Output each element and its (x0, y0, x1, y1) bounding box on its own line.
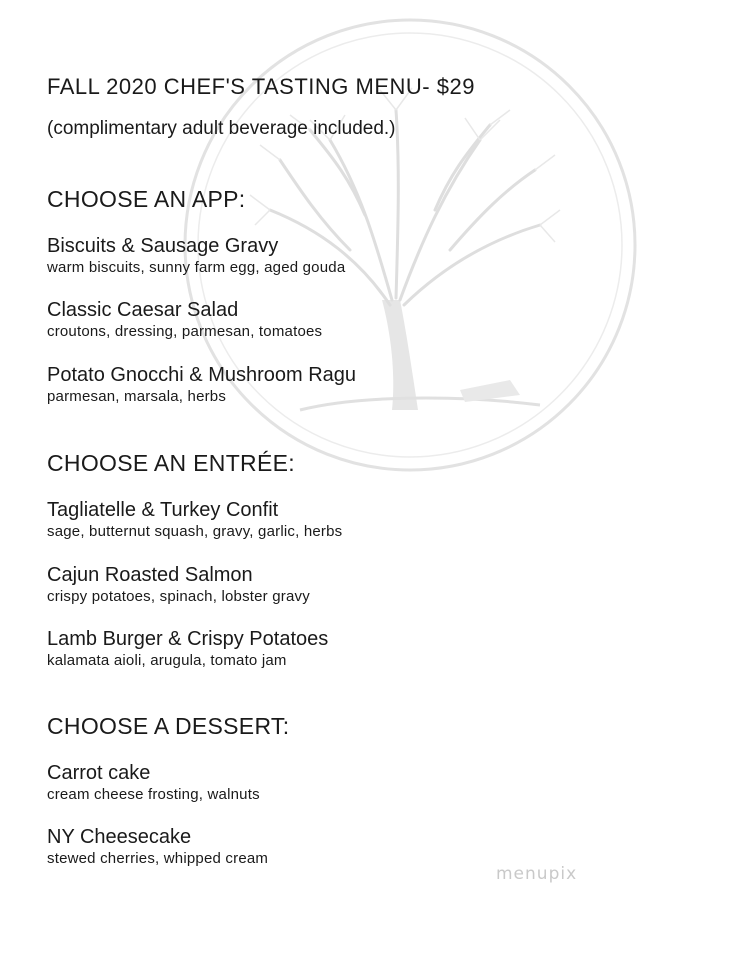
menu-item-description: croutons, dressing, parmesan, tomatoes (47, 323, 323, 340)
menu-item (47, 563, 310, 607)
menu-subtitle: (complimentary adult beverage included.) (47, 118, 396, 139)
menu-item-description: kalamata aioli, arugula, tomato jam (47, 652, 287, 669)
section-heading-app: CHOOSE AN APP: (47, 186, 246, 212)
menu-item-name: Carrot cake (47, 762, 151, 784)
menupix-watermark: menupix (496, 864, 578, 884)
section-heading-dessert: CHOOSE A DESSERT: (47, 713, 290, 739)
menu-item (47, 761, 260, 805)
menu-item (47, 825, 268, 869)
menu-item-description: crispy potatoes, spinach, lobster gravy (47, 588, 310, 605)
menu-item-name: Cajun Roasted Salmon (47, 564, 253, 586)
menu-item (47, 627, 328, 671)
menu-title: FALL 2020 CHEF'S TASTING MENU- $29 (47, 74, 475, 99)
menu-item (47, 234, 345, 278)
menu-item (47, 363, 356, 407)
menu-item (47, 298, 322, 342)
menu-item-name: Lamb Burger & Crispy Potatoes (47, 628, 329, 650)
section-heading-entree: CHOOSE AN ENTRÉE: (47, 450, 295, 476)
menu-item (47, 498, 342, 542)
menu-item-name: Potato Gnocchi & Mushroom Ragu (47, 364, 357, 386)
menu-item-name: Classic Caesar Salad (47, 299, 239, 321)
menu-item-description: warm biscuits, sunny farm egg, aged gouda (47, 259, 346, 276)
menu-item-name: Tagliatelle & Turkey Confit (47, 499, 279, 521)
menu-item-description: cream cheese frosting, walnuts (47, 786, 260, 803)
menu-item-name: NY Cheesecake (47, 826, 192, 848)
menu-item-description: stewed cherries, whipped cream (47, 850, 269, 867)
menu-item-description: parmesan, marsala, herbs (47, 388, 227, 405)
menu-item-name: Biscuits & Sausage Gravy (47, 235, 279, 257)
menu-item-description: sage, butternut squash, gravy, garlic, herbs (47, 523, 343, 540)
